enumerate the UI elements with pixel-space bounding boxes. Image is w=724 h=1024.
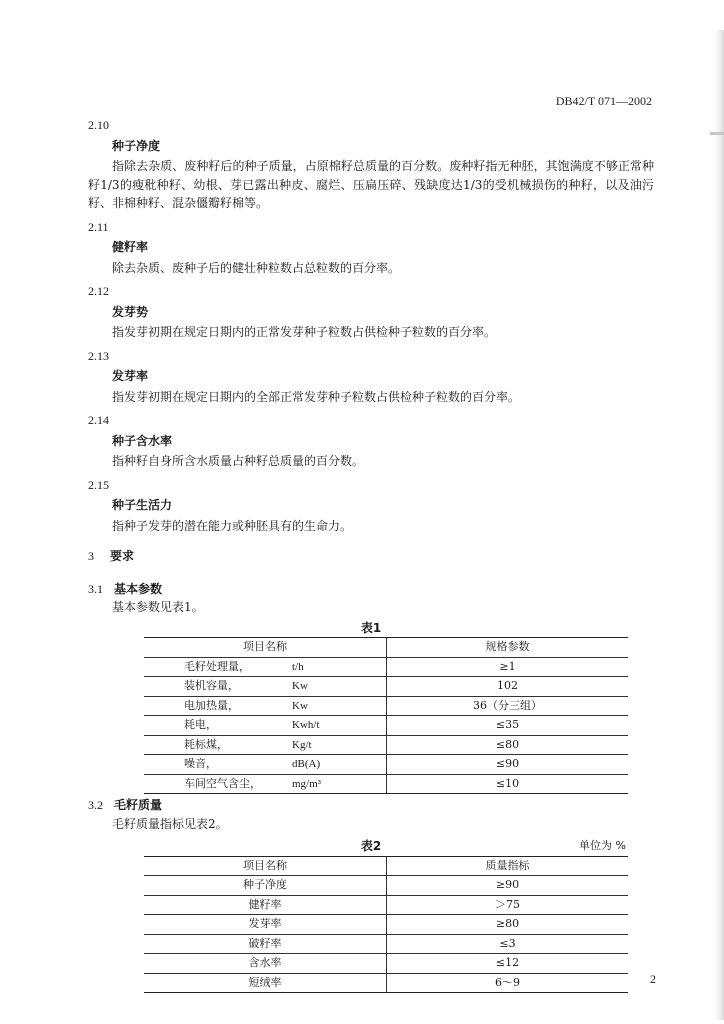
table-row bbox=[144, 774, 628, 794]
item-unit: Kw bbox=[292, 699, 308, 712]
item-unit: dB(A) bbox=[292, 758, 321, 770]
table1 bbox=[144, 637, 628, 794]
item-name: 装机容量， bbox=[184, 679, 239, 692]
table-row bbox=[144, 755, 628, 775]
item-name: 含水率 bbox=[144, 954, 387, 974]
section-number: 3.2 bbox=[88, 798, 103, 812]
table1-title: 表1 bbox=[360, 620, 382, 635]
item-value: ≤3 bbox=[387, 934, 629, 954]
item-value: ≤80 bbox=[387, 735, 629, 755]
table-row bbox=[144, 696, 628, 716]
item-name: 破籽率 bbox=[144, 934, 387, 954]
term-title: 健籽率 bbox=[112, 240, 149, 254]
item-value: ＞75 bbox=[387, 895, 629, 915]
section-2-12 bbox=[88, 282, 654, 342]
table-row bbox=[144, 677, 628, 697]
term-title: 发芽势 bbox=[112, 304, 149, 319]
item-value: ≤10 bbox=[387, 774, 629, 794]
term-definition: 指种籽自身所含水质量占种籽总质量的百分数。 bbox=[112, 454, 365, 468]
section-3-2-heading bbox=[88, 796, 654, 815]
term-title: 发芽率 bbox=[112, 369, 149, 383]
header-cell: 规格参数 bbox=[387, 638, 629, 658]
chapter-number: 3 bbox=[88, 549, 94, 563]
item-value: ≤90 bbox=[387, 755, 629, 775]
chapter-title: 要求 bbox=[110, 549, 135, 563]
table2-title: 表2 bbox=[360, 839, 382, 853]
header-cell: 项目名称 bbox=[144, 856, 387, 876]
term-title: 种子生活力 bbox=[112, 498, 173, 512]
section-number: 2.13 bbox=[88, 348, 109, 363]
table2 bbox=[144, 856, 628, 994]
section-number: 2.15 bbox=[88, 477, 109, 492]
item-value: ≤12 bbox=[387, 954, 629, 974]
table2-title-row bbox=[88, 837, 654, 856]
item-unit: Kwh/t bbox=[292, 719, 320, 731]
item-name: 耗标煤， bbox=[184, 737, 228, 751]
page-content bbox=[88, 116, 654, 993]
item-value: ≤35 bbox=[387, 716, 629, 736]
item-name: 噪音， bbox=[184, 757, 217, 770]
term-definition: 除去杂质、废种子后的健壮种粒数占总粒数的百分率。 bbox=[112, 260, 401, 275]
section-2-13 bbox=[88, 347, 654, 407]
item-name: 电加热量， bbox=[184, 698, 239, 712]
table-header-row bbox=[144, 638, 628, 658]
section-title: 基本参数 bbox=[114, 581, 163, 596]
section-title: 毛籽质量 bbox=[114, 798, 163, 812]
page-number: 2 bbox=[650, 972, 656, 986]
table-row bbox=[144, 915, 628, 935]
table-row bbox=[144, 954, 628, 974]
term-title: 种子含水率 bbox=[112, 433, 173, 448]
item-name: 耗电， bbox=[184, 718, 217, 731]
section-2-11 bbox=[88, 218, 654, 278]
section-number: 2.10 bbox=[88, 118, 109, 132]
item-unit: Kw bbox=[292, 680, 308, 692]
table-row bbox=[144, 716, 628, 736]
header-cell: 质量指标 bbox=[387, 856, 629, 876]
item-name: 车间空气含尘， bbox=[184, 776, 261, 790]
scan-edge-shadow bbox=[714, 30, 724, 1020]
term-definition: 指除去杂质、废种籽后的种子质量，占原棉籽总质量的百分数。废种籽指无种胚，其饱满度不够正常种籽1/3的瘦秕种籽、幼根、芽已露出种皮、腐烂、压扁压碎、残缺度达1/3的受机械损伤的种籽，以及油污籽、非棉种籽、混杂僵瓣籽棉等。 bbox=[88, 159, 654, 210]
table-row bbox=[144, 735, 628, 755]
section-number: 2.11 bbox=[88, 219, 109, 234]
chapter-3-heading bbox=[88, 547, 654, 566]
term-definition: 指发芽初期在规定日期内的正常发芽种子粒数占供检种子粒数的百分率。 bbox=[112, 325, 497, 339]
table-row bbox=[144, 895, 628, 915]
table-header-row bbox=[144, 856, 628, 876]
item-value: 36（分三组） bbox=[387, 696, 629, 716]
table-row bbox=[144, 934, 628, 954]
section-3-1-heading bbox=[88, 580, 654, 599]
section-3-1-text: 基本参数见表1。 bbox=[112, 600, 204, 614]
item-name: 毛籽处理量， bbox=[184, 659, 250, 673]
item-name: 发芽率 bbox=[144, 915, 387, 935]
item-value: ≥80 bbox=[387, 915, 629, 935]
item-name: 种子净度 bbox=[144, 876, 387, 896]
section-number: 2.14 bbox=[88, 413, 109, 427]
item-value: 6～9 bbox=[387, 973, 629, 993]
term-title: 种子净度 bbox=[112, 138, 161, 153]
item-unit: Kg/t bbox=[292, 738, 312, 751]
scan-edge-mark bbox=[710, 132, 724, 135]
table-row bbox=[144, 876, 628, 896]
section-number: 3.1 bbox=[88, 581, 103, 596]
item-unit: t/h bbox=[292, 660, 304, 673]
table-row bbox=[144, 973, 628, 993]
document-code: DB42/T 071—2002 bbox=[555, 94, 652, 108]
item-value: ≥1 bbox=[387, 657, 629, 677]
item-value: 102 bbox=[387, 677, 629, 697]
section-number: 2.12 bbox=[88, 284, 109, 298]
item-value: ≥90 bbox=[387, 876, 629, 896]
term-definition: 指种子发芽的潜在能力或种胚具有的生命力。 bbox=[112, 518, 353, 533]
table2-unit: 单位为 % bbox=[579, 839, 626, 852]
section-2-14 bbox=[88, 411, 654, 471]
item-unit: mg/m³ bbox=[292, 777, 321, 790]
section-2-15 bbox=[88, 476, 654, 536]
term-definition: 指发芽初期在规定日期内的全部正常发芽种子粒数占供检种子粒数的百分率。 bbox=[112, 389, 521, 404]
item-name: 短绒率 bbox=[144, 973, 387, 993]
header-cell: 项目名称 bbox=[144, 638, 387, 658]
item-name: 健籽率 bbox=[144, 895, 387, 915]
section-2-10 bbox=[88, 116, 654, 213]
table-row bbox=[144, 657, 628, 677]
section-3-2-text: 毛籽质量指标见表2。 bbox=[112, 816, 228, 831]
